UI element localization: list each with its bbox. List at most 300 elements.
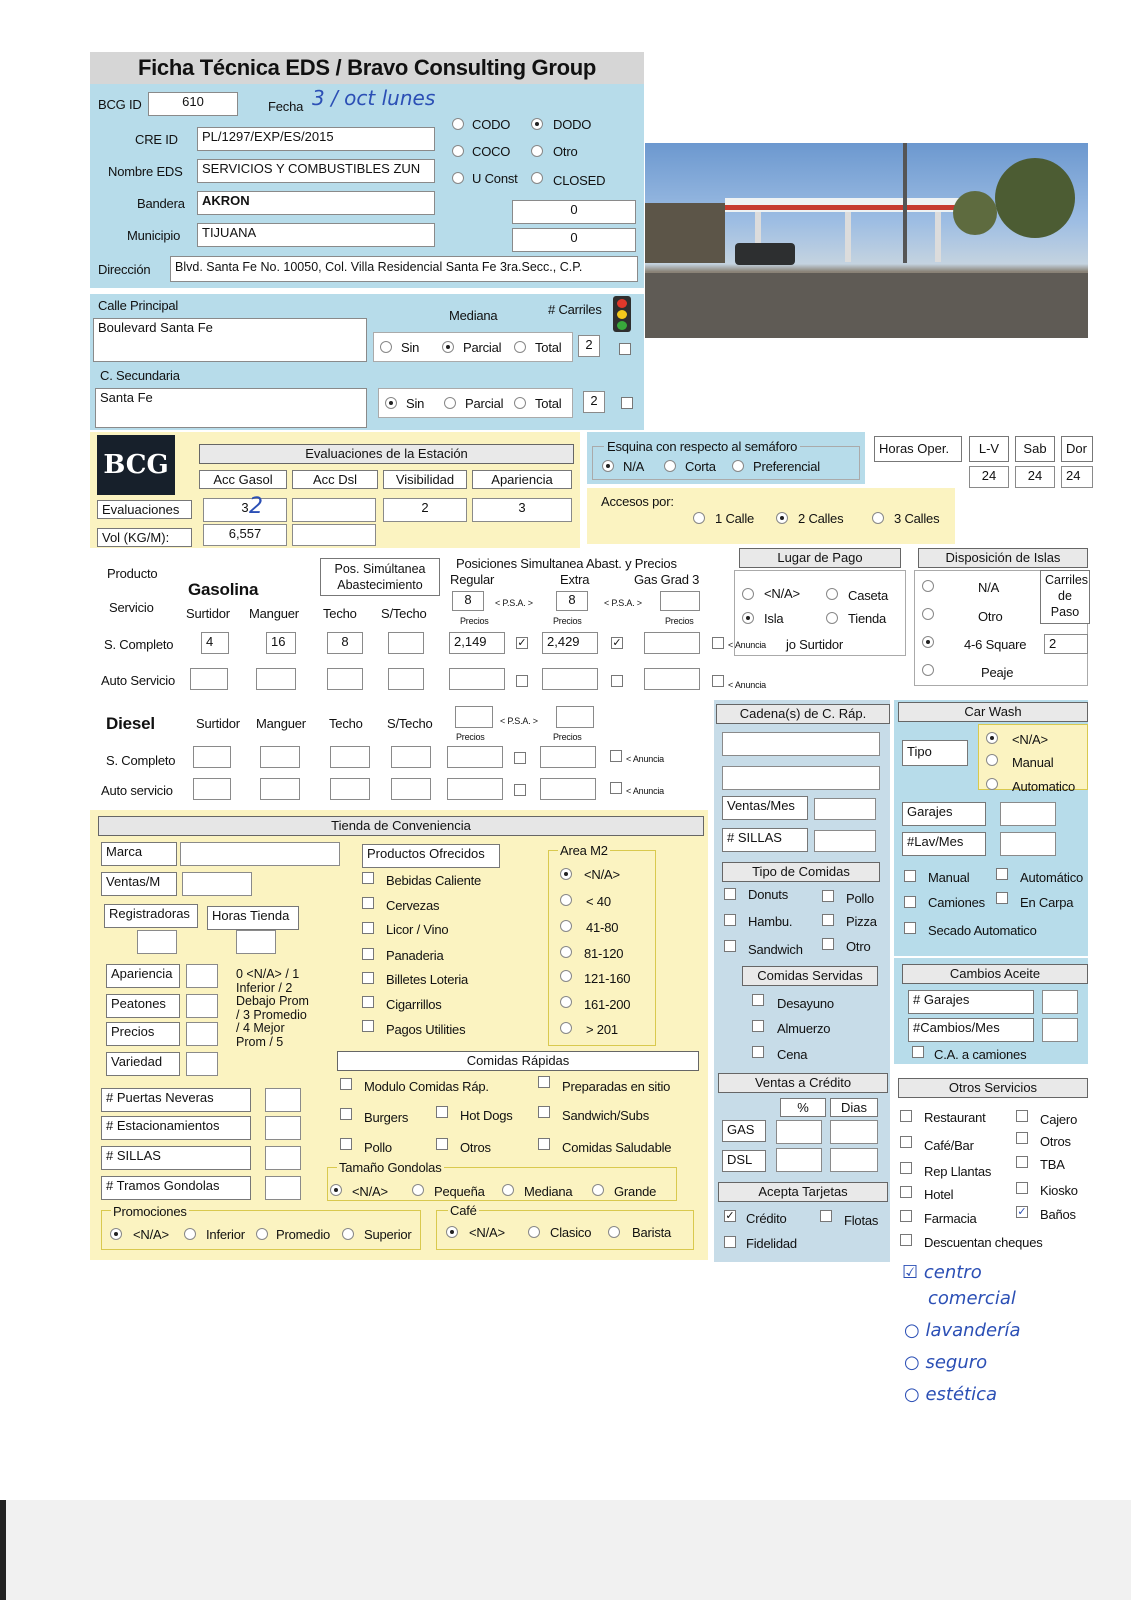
prod-check-2[interactable] (362, 922, 374, 934)
radio-tamano-mediana[interactable] (502, 1184, 514, 1196)
radio-disp-square[interactable] (922, 636, 934, 648)
pago-na: <N/A> (764, 586, 800, 601)
bcg-id-label: BCG ID (98, 97, 142, 112)
bcg-logo (97, 435, 175, 495)
diesel-auto-servicio-label: Auto servicio (101, 783, 173, 798)
donuts-check[interactable] (724, 888, 736, 900)
registradoras-field[interactable] (137, 930, 177, 954)
escala-5: Prom / 5 (236, 1034, 284, 1049)
radio-mediana1-sin[interactable] (380, 341, 392, 353)
modulo-label: Modulo Comidas Ráp. (364, 1079, 489, 1094)
pos-regular-field[interactable]: 8 (452, 591, 484, 611)
productos-ofrecidos-label: Productos Ofrecidos (362, 844, 500, 868)
psa-regular: < P.S.A. > (495, 598, 533, 608)
hotel-check[interactable] (900, 1186, 912, 1198)
prod-label-3: Panaderia (386, 948, 444, 963)
radio-esquina-na[interactable] (602, 460, 614, 472)
anuncia-grad3-check[interactable] (712, 637, 724, 649)
cena-check[interactable] (752, 1046, 764, 1058)
pizza-check[interactable] (822, 914, 834, 926)
horas-dom-header: Dor (1061, 436, 1093, 462)
vol-gasol-field[interactable]: 6,557 (203, 524, 287, 546)
lat-field[interactable]: 0 (512, 200, 636, 224)
vc-gas-dias-field[interactable] (830, 1120, 878, 1144)
surtidor-tail-label: jo Surtidor (786, 637, 844, 652)
cafe-label: Café/Bar (924, 1138, 974, 1153)
cafe-na: <N/A> (469, 1225, 505, 1240)
scan-left-edge (0, 1500, 6, 1600)
disp-na: N/A (978, 580, 1000, 595)
cw-camiones: Camiones (928, 895, 985, 910)
promo-na: <N/A> (133, 1227, 169, 1242)
pos-grad3-field[interactable] (660, 591, 700, 611)
radio-area-1[interactable] (560, 894, 572, 906)
pizza-label: Pizza (846, 914, 877, 929)
das-check2[interactable] (610, 782, 622, 794)
das-precio1-field[interactable] (447, 778, 503, 800)
otros-os-check[interactable] (1016, 1132, 1028, 1144)
apariencia-header: Apariencia (472, 470, 572, 489)
cre-id-label: CRE ID (135, 132, 178, 147)
farmacia-check[interactable] (900, 1210, 912, 1222)
coco-label: COCO (472, 144, 511, 159)
carriles-paso-field[interactable]: 2 (1044, 634, 1088, 654)
sandwich-tc-check[interactable] (724, 940, 736, 952)
sillas-tienda-field[interactable] (265, 1146, 301, 1170)
as-stecho-field[interactable] (388, 668, 424, 690)
radio-area-5[interactable] (560, 996, 572, 1008)
das-stecho-field[interactable] (391, 778, 431, 800)
prod-check-0[interactable] (362, 872, 374, 884)
precio-extra-field[interactable]: 2,429 (542, 632, 598, 654)
acc-gasol-value: 3 (241, 500, 249, 515)
apariencia-tienda-field[interactable] (186, 964, 218, 988)
closed-label: CLOSED (553, 173, 606, 188)
diesel-surtidor-header: Surtidor (196, 716, 240, 731)
radio-otro-tipo[interactable] (531, 145, 543, 157)
as-manguer-field[interactable] (256, 668, 296, 690)
ventas-m-label: Ventas/M (101, 872, 177, 896)
radio-pago-caseta[interactable] (826, 588, 838, 600)
hambu-check[interactable] (724, 914, 736, 926)
prod-check-4[interactable] (362, 972, 374, 984)
cafe-check[interactable] (900, 1136, 912, 1148)
radio-cafe-clasico[interactable] (528, 1226, 540, 1238)
cadenas-ventas-field[interactable] (814, 798, 876, 820)
prod-label-0: Bebidas Caliente (386, 873, 482, 888)
anuncia-label-as: < Anuncia (728, 680, 766, 690)
cajero-check[interactable] (1016, 1110, 1028, 1122)
tamano-mediana: Mediana (524, 1184, 573, 1199)
radio-mediana2-parcial[interactable] (444, 397, 456, 409)
das-precio2-field[interactable] (540, 778, 596, 800)
das-manguer-field[interactable] (260, 778, 300, 800)
peatones-field[interactable] (186, 994, 218, 1018)
pollo-tc-label: Pollo (846, 891, 874, 906)
radio-cw-automatico[interactable] (986, 778, 998, 790)
scan-bottom-edge (0, 1500, 1131, 1600)
escala-legend (236, 968, 309, 1049)
vc-dsl-label: DSL (722, 1150, 766, 1172)
radio-esquina-pref[interactable] (732, 460, 744, 472)
producto-label: Producto (107, 566, 158, 581)
ca-cambios-field[interactable] (1042, 1018, 1078, 1042)
as-techo-field[interactable] (327, 668, 363, 690)
hw-bullet-icon-1: ○ (904, 1320, 926, 1341)
disp-peaje: Peaje (981, 665, 1014, 680)
precio-grad3-field[interactable] (644, 632, 700, 654)
puertas-field[interactable] (265, 1088, 301, 1112)
hotel-label: Hotel (924, 1187, 954, 1202)
cadenas-field-1[interactable] (722, 732, 880, 756)
vc-gas-label: GAS (722, 1120, 766, 1142)
promo-inferior: Inferior (206, 1227, 245, 1242)
tba-label: TBA (1040, 1157, 1065, 1172)
radio-closed[interactable] (531, 172, 543, 184)
comidas-rapidas-title: Comidas Rápidas (337, 1051, 699, 1071)
anuncia-label-sc: < Anuncia (728, 640, 766, 650)
diesel-psa: < P.S.A. > (500, 716, 538, 726)
pollo-tc-check[interactable] (822, 890, 834, 902)
precios-tienda-field[interactable] (186, 1022, 218, 1046)
area-label-1: < 40 (586, 894, 611, 909)
apariencia-tienda-label: Apariencia (106, 964, 180, 988)
manguer-header: Manguer (249, 606, 299, 621)
prod-label-2: Licor / Vino (386, 922, 449, 937)
mediana2-sin: Sin (406, 396, 425, 411)
kiosko-check[interactable] (1016, 1182, 1028, 1194)
radio-mediana2-total[interactable] (514, 397, 526, 409)
mediana1-parcial: Parcial (463, 340, 502, 355)
radio-disp-na[interactable] (922, 580, 934, 592)
hw-bullet-icon-2: ○ (904, 1352, 926, 1373)
precios-regular-label: Precios (460, 616, 489, 626)
vc-dsl-dias-field[interactable] (830, 1148, 878, 1172)
diesel-pos-field[interactable] (455, 706, 493, 728)
cena-label: Cena (777, 1047, 808, 1062)
rep-llantas-check[interactable] (900, 1162, 912, 1174)
burgers-check[interactable] (340, 1108, 352, 1120)
dsc-check1[interactable] (514, 752, 526, 764)
fidelidad-check[interactable] (724, 1236, 736, 1248)
tba-check[interactable] (1016, 1156, 1028, 1168)
vc-dsl-pct-field[interactable] (776, 1148, 822, 1172)
nombre-eds-field[interactable]: SERVICIOS Y COMBUSTIBLES ZUN (197, 159, 435, 183)
peatones-label: Peatones (106, 994, 180, 1018)
hw-lavanderia-text: lavandería (925, 1320, 1021, 1341)
almuerzo-check[interactable] (752, 1020, 764, 1032)
title-bar (90, 52, 644, 84)
cw-automatico: Automatico (1012, 779, 1076, 794)
sandwich-subs-check[interactable] (538, 1106, 550, 1118)
banos-check[interactable]: ✓ (1017, 1206, 1027, 1218)
horas-tienda-field[interactable] (236, 930, 276, 954)
direccion-label: Dirección (98, 262, 151, 277)
tramos-field[interactable] (265, 1176, 301, 1200)
pollo-cr-check[interactable] (340, 1138, 352, 1150)
as-precio-regular-field[interactable] (449, 668, 505, 690)
radio-coco[interactable] (452, 145, 464, 157)
otro-tc-label: Otro (846, 939, 871, 954)
sillas-tienda-label: # SILLAS (101, 1146, 251, 1170)
as-anuncia-grad3-check[interactable] (712, 675, 724, 687)
carriles1-check[interactable] (619, 343, 631, 355)
pos-sim-box (320, 558, 440, 596)
precio-regular-field[interactable]: 2,149 (449, 632, 505, 654)
cw-manual-check[interactable] (904, 870, 916, 882)
regular-label: Regular (450, 572, 495, 587)
calle-principal-field[interactable]: Boulevard Santa Fe (93, 318, 367, 362)
anuncia-regular-check[interactable]: ✓ (517, 637, 527, 649)
variedad-field[interactable] (186, 1052, 218, 1076)
apariencia-field[interactable]: 3 (472, 498, 572, 522)
comidas-servidas-title: Comidas Servidas (742, 966, 878, 986)
s-completo-label: S. Completo (104, 637, 174, 652)
acc-gasol-field[interactable] (203, 498, 287, 522)
otros-servicios-title: Otros Servicios (898, 1078, 1088, 1098)
otros-cr-check[interactable] (436, 1138, 448, 1150)
diesel-stecho-header: S/Techo (387, 716, 433, 731)
cw-lav-field[interactable] (1000, 832, 1056, 856)
saludable-check[interactable] (538, 1138, 550, 1150)
direccion-field[interactable]: Blvd. Santa Fe No. 10050, Col. Villa Residencial Santa Fe 3ra.Secc., C.P. (170, 256, 638, 282)
acc-gasol-header: Acc Gasol (199, 470, 287, 489)
radio-dodo[interactable] (531, 118, 543, 130)
carriles2-check[interactable] (621, 397, 633, 409)
radio-promo-inferior[interactable] (184, 1228, 196, 1240)
cadenas-field-2[interactable] (722, 766, 880, 790)
area-label-0: <N/A> (584, 867, 620, 882)
diesel-pos2-field[interactable] (556, 706, 594, 728)
banos-label: Baños (1040, 1207, 1076, 1222)
hw-centro-text: centro (923, 1262, 982, 1283)
pos-sim-label: Pos. Simúltanea (334, 562, 426, 576)
radio-disp-peaje[interactable] (922, 664, 934, 676)
das-techo-field[interactable] (330, 778, 370, 800)
anuncia-extra-check[interactable]: ✓ (612, 637, 622, 649)
radio-uconst[interactable] (452, 172, 464, 184)
municipio-field[interactable]: TIJUANA (197, 223, 435, 247)
radio-pago-na[interactable] (742, 588, 754, 600)
dsc-stecho-field[interactable] (391, 746, 431, 768)
diesel-precios-2: Precios (553, 732, 582, 742)
horas-sab-field[interactable]: 24 (1015, 466, 1055, 488)
dsc-techo-field[interactable] (330, 746, 370, 768)
desayuno-check[interactable] (752, 994, 764, 1006)
fecha-handwritten: 3 / oct lunes (312, 86, 436, 110)
sc-manguer-field[interactable]: 16 (266, 632, 296, 654)
page-title: Ficha Técnica EDS / Bravo Consulting Group (137, 55, 597, 80)
otros-cr-label: Otros (460, 1140, 491, 1155)
dsc-check2[interactable] (610, 750, 622, 762)
area-label-4: 121-160 (584, 971, 631, 986)
horas-dom-field[interactable]: 24 (1061, 466, 1093, 488)
cw-auto-check[interactable] (996, 868, 1008, 880)
ca-garajes-field[interactable] (1042, 990, 1078, 1014)
radio-mediana1-total[interactable] (514, 341, 526, 353)
prod-check-6[interactable] (362, 1020, 374, 1032)
car-wash-tipo-label: Tipo (902, 740, 968, 766)
as-surtidor-field[interactable] (190, 668, 228, 690)
carriles2-field[interactable]: 2 (583, 391, 605, 413)
bcg-logo-text: BCG (103, 450, 169, 480)
cre-id-field[interactable]: PL/1297/EXP/ES/2015 (197, 127, 435, 151)
acc-dsl-field[interactable] (292, 498, 376, 522)
pos-extra-field[interactable]: 8 (556, 591, 588, 611)
disposicion-title: Disposición de Islas (918, 548, 1088, 568)
radio-promo-promedio[interactable] (256, 1228, 268, 1240)
radio-cw-manual[interactable] (986, 754, 998, 766)
radio-pago-tienda[interactable] (826, 612, 838, 624)
as-anuncia-extra-check[interactable] (611, 675, 623, 687)
preparadas-check[interactable] (538, 1076, 550, 1088)
radio-accesos-3[interactable] (872, 512, 884, 524)
cambios-aceite-title: Cambios Aceite (902, 964, 1088, 984)
cheques-label: Descuentan cheques (924, 1235, 1043, 1250)
radio-mediana1-parcial[interactable] (442, 341, 454, 353)
acc-dsl-header: Acc Dsl (292, 470, 378, 489)
cw-na: <N/A> (1012, 732, 1048, 747)
radio-mediana2-sin[interactable] (385, 397, 397, 409)
cw-garajes-field[interactable] (1000, 802, 1056, 826)
cafe-title: Café (450, 1203, 477, 1218)
marca-field[interactable] (180, 842, 340, 866)
bcg-id-field[interactable]: 610 (148, 92, 238, 116)
preparadas-label: Preparadas en sitio (562, 1079, 671, 1094)
sandwich-tc-label: Sandwich (748, 942, 803, 957)
ventas-m-field[interactable] (182, 872, 252, 896)
estacionamientos-field[interactable] (265, 1116, 301, 1140)
credito-label: Crédito (746, 1211, 787, 1226)
sc-surtidor-field[interactable]: 4 (201, 632, 229, 654)
surtidor-header: Surtidor (186, 606, 230, 621)
disp-square: 4-6 Square (964, 637, 1027, 652)
radio-area-0[interactable] (560, 868, 572, 880)
ca-camiones-check[interactable] (912, 1046, 924, 1058)
restaurant-check[interactable] (900, 1110, 912, 1122)
farmacia-label: Farmacia (924, 1211, 977, 1226)
radio-promo-superior[interactable] (342, 1228, 354, 1240)
saludable-label: Comidas Saludable (562, 1140, 672, 1155)
cw-secado-check[interactable] (904, 922, 916, 934)
visibilidad-field[interactable]: 2 (383, 498, 467, 522)
das-surtidor-field[interactable] (193, 778, 231, 800)
registradoras-label: Registradoras (104, 904, 198, 928)
flotas-check[interactable] (820, 1210, 832, 1222)
as-anuncia-regular-check[interactable] (516, 675, 528, 687)
cadenas-sillas-field[interactable] (814, 830, 876, 852)
radio-accesos-2[interactable] (776, 512, 788, 524)
radio-pago-isla[interactable] (742, 612, 754, 624)
vc-pct-header: % (780, 1098, 826, 1117)
radio-area-4[interactable] (560, 970, 572, 982)
vc-dias-header: Dias (830, 1098, 878, 1117)
esquina-pref: Preferencial (753, 459, 820, 474)
desayuno-label: Desayuno (777, 996, 834, 1011)
variedad-label: Variedad (106, 1052, 180, 1076)
radio-accesos-1[interactable] (693, 512, 705, 524)
prod-check-5[interactable] (362, 996, 374, 1008)
as-precio-grad3-field[interactable] (644, 668, 700, 690)
promo-superior: Superior (364, 1227, 412, 1242)
cajero-label: Cajero (1040, 1112, 1078, 1127)
radio-tamano-pequena[interactable] (412, 1184, 424, 1196)
dodo-label: DODO (553, 117, 592, 132)
modulo-check[interactable] (340, 1078, 352, 1090)
carriles-label: # Carriles (548, 302, 602, 317)
escala-4: / 4 Mejor (236, 1021, 285, 1035)
promociones-title: Promociones (113, 1204, 187, 1219)
hotdogs-check[interactable] (436, 1106, 448, 1118)
sc-techo-field[interactable]: 8 (327, 632, 363, 654)
radio-cafe-na[interactable] (446, 1226, 458, 1238)
cheques-check[interactable] (900, 1234, 912, 1246)
cw-camiones-check[interactable] (904, 896, 916, 908)
nombre-eds-label: Nombre EDS (108, 164, 183, 179)
radio-esquina-corta[interactable] (664, 460, 676, 472)
escala-2: Debajo Prom (236, 994, 309, 1008)
cw-secado: Secado Automatico (928, 923, 1037, 938)
radio-area-2[interactable] (560, 920, 572, 932)
auto-servicio-label: Auto Servicio (101, 673, 175, 688)
radio-disp-otro[interactable] (922, 608, 934, 620)
dsc-manguer-field[interactable] (260, 746, 300, 768)
tamano-grande: Grande (614, 1184, 657, 1199)
vc-gas-pct-field[interactable] (776, 1120, 822, 1144)
horas-lv-field[interactable]: 24 (969, 466, 1009, 488)
radio-promo-na[interactable] (110, 1228, 122, 1240)
prod-check-1[interactable] (362, 897, 374, 909)
radio-cw-na[interactable] (986, 732, 998, 744)
calle-secundaria-field[interactable]: Santa Fe (95, 388, 367, 428)
cw-lav-label: #Lav/Mes (902, 832, 986, 856)
fidelidad-label: Fidelidad (746, 1236, 797, 1251)
cw-carpa-check[interactable] (996, 892, 1008, 904)
dsc-precio1-field[interactable] (447, 746, 503, 768)
bandera-field[interactable]: AKRON (197, 191, 435, 215)
radio-area-3[interactable] (560, 946, 572, 958)
lon-field[interactable]: 0 (512, 228, 636, 252)
as-precio-extra-field[interactable] (542, 668, 598, 690)
hambu-label: Hambu. (748, 914, 793, 929)
otro-tc-check[interactable] (822, 938, 834, 950)
grad3-label: Gas Grad 3 (634, 572, 700, 587)
credito-check[interactable]: ✓ (725, 1210, 735, 1222)
carriles1-field[interactable]: 2 (578, 335, 600, 357)
radio-tamano-grande[interactable] (592, 1184, 604, 1196)
diesel-s-completo-label: S. Completo (106, 753, 176, 768)
das-check1[interactable] (514, 784, 526, 796)
radio-area-6[interactable] (560, 1022, 572, 1034)
stecho-header: S/Techo (381, 606, 427, 621)
esquina-corta: Corta (685, 459, 716, 474)
cw-manual: Manual (1012, 755, 1054, 770)
dsc-surtidor-field[interactable] (193, 746, 231, 768)
vol-dsl-field[interactable] (292, 524, 376, 546)
radio-codo[interactable] (452, 118, 464, 130)
escala-3: / 3 Promedio (236, 1007, 307, 1022)
evaluaciones-label: Evaluaciones (97, 500, 192, 519)
sc-stecho-field[interactable] (388, 632, 424, 654)
tamano-na: <N/A> (352, 1184, 388, 1199)
uconst-label: U Const (472, 171, 518, 186)
prod-check-3[interactable] (362, 948, 374, 960)
diesel-precios-1: Precios (456, 732, 485, 742)
dsc-precio2-field[interactable] (540, 746, 596, 768)
radio-cafe-barista[interactable] (608, 1226, 620, 1238)
radio-tamano-na[interactable] (330, 1184, 342, 1196)
extra-label: Extra (560, 572, 590, 587)
